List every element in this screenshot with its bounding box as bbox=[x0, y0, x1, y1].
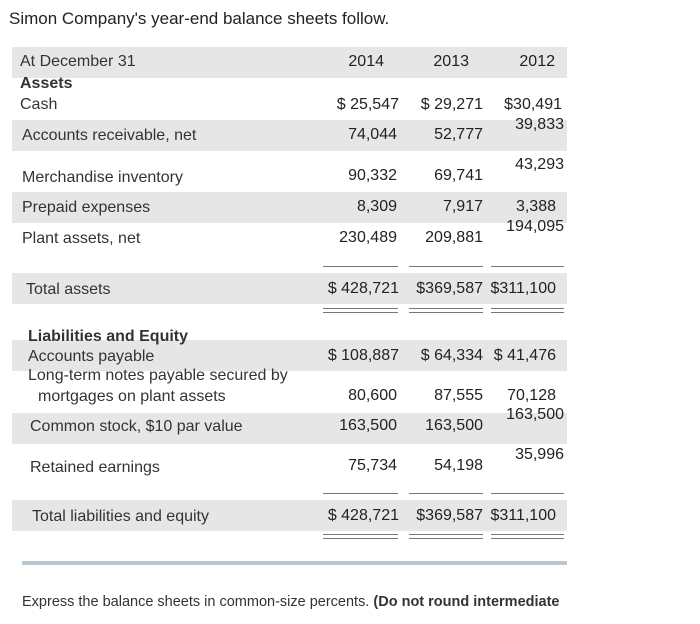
double-rule bbox=[409, 308, 483, 309]
prepaid-2012: 3,388 bbox=[515, 198, 556, 215]
row-label-accounts-payable: Accounts payable bbox=[28, 348, 155, 365]
double-rule bbox=[409, 312, 483, 313]
notes-2014: 80,600 bbox=[348, 387, 397, 404]
table-bottom-border bbox=[22, 561, 567, 565]
double-rule bbox=[323, 538, 398, 539]
re-2014: 75,734 bbox=[348, 457, 397, 474]
liabilities-heading: Liabilities and Equity bbox=[28, 328, 189, 345]
total-le-2014: $ 428,721 bbox=[327, 507, 399, 524]
total-assets-2012: $311,100 bbox=[490, 280, 556, 297]
notes-2012: 70,128 bbox=[507, 387, 556, 404]
double-rule bbox=[491, 308, 564, 309]
double-rule bbox=[491, 534, 564, 535]
instruction-main: Express the balance sheets in common-size percents. bbox=[22, 594, 370, 610]
inventory-2013: 69,741 bbox=[434, 167, 483, 184]
double-rule bbox=[409, 534, 483, 535]
double-rule bbox=[323, 308, 398, 309]
re-2012: 35,996 bbox=[515, 446, 564, 463]
row-label-common-stock: Common stock, $10 par value bbox=[30, 418, 243, 435]
ap-2014: $ 108,887 bbox=[327, 347, 399, 364]
total-rule bbox=[323, 493, 398, 494]
ar-2013: 52,777 bbox=[434, 126, 483, 143]
instruction-bold: (Do not round intermediate bbox=[373, 594, 560, 610]
cash-2013: $ 29,271 bbox=[420, 96, 483, 113]
prepaid-2014: 8,309 bbox=[356, 198, 397, 215]
stock-2013: 163,500 bbox=[425, 417, 483, 434]
assets-heading: Assets bbox=[20, 75, 73, 92]
total-assets-2013: $369,587 bbox=[416, 280, 483, 297]
row-label-total-liabilities-equity: Total liabilities and equity bbox=[32, 508, 209, 525]
row-label-cash: Cash bbox=[20, 96, 58, 113]
header-label: At December 31 bbox=[20, 53, 136, 70]
double-rule bbox=[323, 312, 398, 313]
intro-text: Simon Company's year-end balance sheets follow. bbox=[9, 9, 390, 28]
year-2012: 2012 bbox=[519, 53, 555, 70]
re-2013: 54,198 bbox=[434, 457, 483, 474]
cash-2012: $30,491 bbox=[504, 96, 562, 113]
row-label-long-term-notes: Long-term notes payable secured by bbox=[28, 367, 288, 384]
row-label-long-term-notes-line2: mortgages on plant assets bbox=[38, 388, 226, 405]
double-rule bbox=[323, 534, 398, 535]
year-2013: 2013 bbox=[433, 53, 469, 70]
total-rule bbox=[491, 493, 564, 494]
double-rule bbox=[409, 538, 483, 539]
total-rule bbox=[323, 266, 398, 267]
double-rule bbox=[491, 312, 564, 313]
inventory-2012: 43,293 bbox=[515, 156, 564, 173]
total-rule bbox=[491, 266, 564, 267]
plant-2012: 194,095 bbox=[506, 218, 564, 235]
notes-2013: 87,555 bbox=[434, 387, 483, 404]
plant-2014: 230,489 bbox=[339, 229, 397, 246]
inventory-2014: 90,332 bbox=[348, 167, 397, 184]
row-label-plant-assets: Plant assets, net bbox=[22, 230, 141, 247]
ap-2013: $ 64,334 bbox=[420, 347, 483, 364]
row-label-total-assets: Total assets bbox=[26, 281, 111, 298]
row-label-accounts-receivable: Accounts receivable, net bbox=[22, 127, 197, 144]
total-le-2012: $311,100 bbox=[490, 507, 556, 524]
stock-2012: 163,500 bbox=[506, 406, 564, 423]
total-assets-2014: $ 428,721 bbox=[327, 280, 399, 297]
prepaid-2013: 7,917 bbox=[442, 198, 483, 215]
row-label-merchandise-inventory: Merchandise inventory bbox=[22, 169, 183, 186]
year-2014: 2014 bbox=[348, 53, 384, 70]
total-le-2013: $369,587 bbox=[416, 507, 483, 524]
row-label-retained-earnings: Retained earnings bbox=[30, 459, 160, 476]
ap-2012: $ 41,476 bbox=[493, 347, 556, 364]
ar-2014: 74,044 bbox=[348, 126, 397, 143]
plant-2013: 209,881 bbox=[425, 229, 483, 246]
stock-2014: 163,500 bbox=[339, 417, 397, 434]
total-rule bbox=[409, 493, 483, 494]
double-rule bbox=[491, 538, 564, 539]
total-rule bbox=[409, 266, 483, 267]
row-label-prepaid-expenses: Prepaid expenses bbox=[22, 199, 151, 216]
cash-2014: $ 25,547 bbox=[336, 96, 399, 113]
ar-2012: 39,833 bbox=[515, 116, 564, 133]
instruction-text bbox=[22, 594, 560, 610]
